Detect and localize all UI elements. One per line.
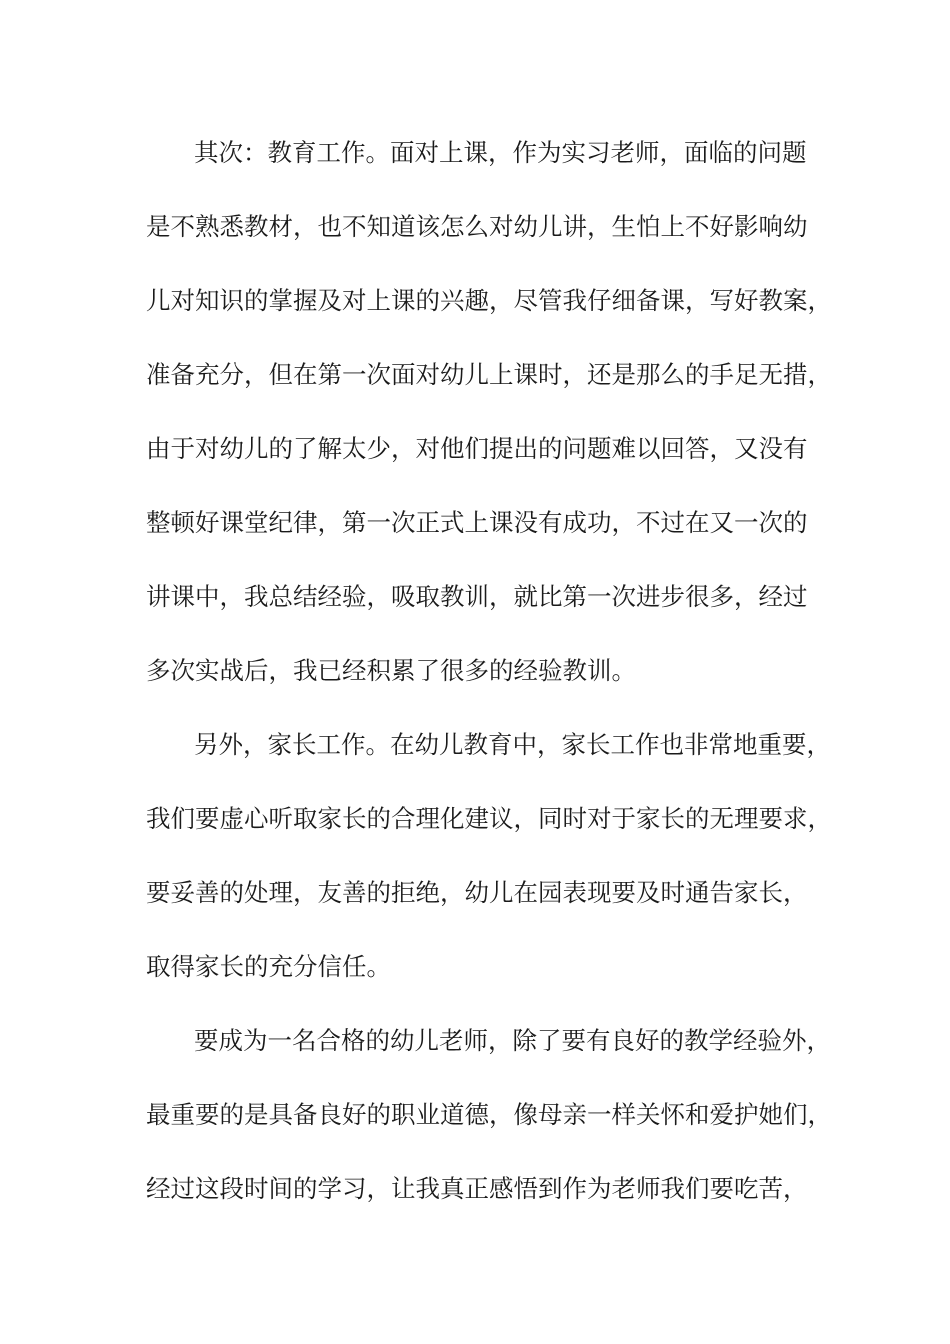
paragraph-3-line-3: 经过这段时间的学习，让我真正感悟到作为老师我们要吃苦， bbox=[146, 1174, 808, 1203]
paragraph-1-line-8: 多次实战后，我已经积累了很多的经验教训。 bbox=[146, 656, 636, 685]
paragraph-1-line-7: 讲课中，我总结经验，吸取教训，就比第一次进步很多，经过 bbox=[146, 582, 808, 611]
paragraph-3-line-2: 最重要的是具备良好的职业道德，像母亲一样关怀和爱护她们， bbox=[146, 1100, 832, 1129]
paragraph-1-line-4: 准备充分，但在第一次面对幼儿上课时，还是那么的手足无措， bbox=[146, 360, 832, 389]
paragraph-1-line-1: 其次：教育工作。面对上课，作为实习老师，面临的问题 bbox=[194, 138, 807, 167]
paragraph-2-line-1: 另外，家长工作。在幼儿教育中，家长工作也非常地重要， bbox=[194, 730, 831, 759]
paragraph-2-line-2: 我们要虚心听取家长的合理化建议，同时对于家长的无理要求， bbox=[146, 804, 832, 833]
paragraph-1-line-2: 是不熟悉教材，也不知道该怎么对幼儿讲，生怕上不好影响幼 bbox=[146, 212, 808, 241]
paragraph-1-line-3: 儿对知识的掌握及对上课的兴趣，尽管我仔细备课，写好教案， bbox=[146, 286, 832, 315]
paragraph-1-line-6: 整顿好课堂纪律，第一次正式上课没有成功，不过在又一次的 bbox=[146, 508, 808, 537]
paragraph-3-line-1: 要成为一名合格的幼儿老师，除了要有良好的教学经验外， bbox=[194, 1026, 831, 1055]
paragraph-2-line-3: 要妥善的处理，友善的拒绝，幼儿在园表现要及时通告家长， bbox=[146, 878, 808, 907]
paragraph-2-line-4: 取得家长的充分信任。 bbox=[146, 952, 391, 981]
paragraph-1-line-5: 由于对幼儿的了解太少，对他们提出的问题难以回答，又没有 bbox=[146, 434, 808, 463]
